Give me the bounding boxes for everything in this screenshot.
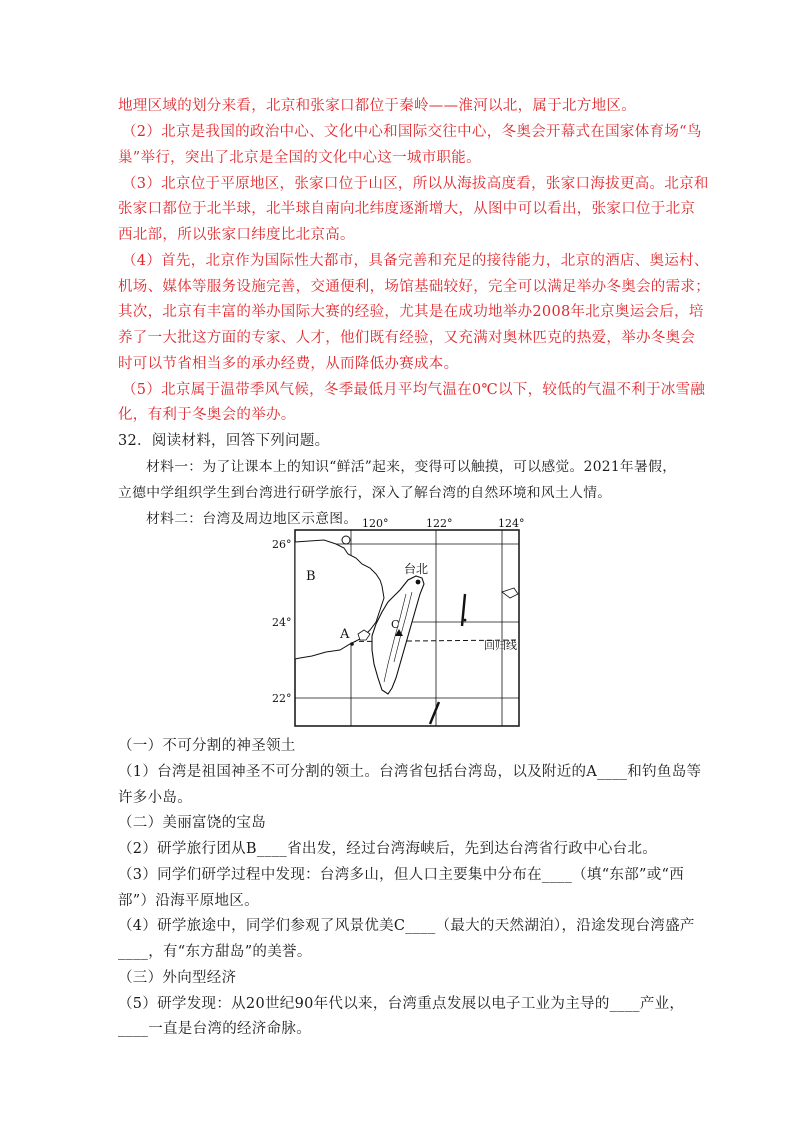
question-item: （4）研学旅途中，同学们参观了风景优美C____（最大的天然湖泊），沿途发现台湾盛产 — [118, 918, 695, 934]
material-two: 材料二：台湾及周边地区示意图。 — [146, 511, 358, 527]
question-item-cont: ____一直是台湾的经济命脉。 — [118, 1021, 311, 1037]
question-item-cont: ____，有“东方甜岛”的美誉。 — [118, 944, 312, 960]
label-taipei: 台北 — [404, 562, 429, 576]
answer-line: 养了一大批这方面的专家、人才，他们既有经验，又充满对奥林匹克的热爱，举办冬奥会 — [118, 330, 696, 346]
answer-line: （3）北京位于平原地区，张家口位于山区，所以从海拔高度看，张家口海拔更高。北京和 — [122, 176, 709, 192]
label-a: A — [340, 627, 350, 642]
material-one: 材料一：为了让课本上的知识“鲜活”起来，变得可以触摸，可以感觉。2021年暑假， — [146, 459, 677, 475]
answer-line: 地理区域的划分来看，北京和张家口都位于秦岭——淮河以北，属于北方地区。 — [118, 98, 636, 114]
question-item: （3）同学们研学过程中发现：台湾多山，但人口主要集中分布在____（填“东部”或“西 — [118, 867, 685, 883]
answer-line: （4）首先，北京作为国际性大都市，具备完善和充足的接待能力，北京的酒店、奥运村、 — [122, 253, 709, 269]
question-item-cont: 许多小岛。 — [118, 790, 192, 806]
answer-line: 张家口都位于北半球，北半球自南向北纬度逐渐增大，从图中可以看出，张家口位于北京 — [118, 201, 696, 217]
lat-label: 22° — [272, 692, 292, 705]
question-item: （2）研学旅行团从B____省出发，经过台湾海峡后，先到达台湾省行政中心台北。 — [118, 841, 658, 857]
answer-line: （5）北京属于温带季风气候，冬季最低月平均气温在0℃以下，较低的气温不利于冰雪融 — [122, 382, 706, 398]
section-heading: （一）不可分割的神圣领土 — [118, 738, 296, 754]
label-tropic: 回归线 — [484, 639, 517, 652]
question-item-cont: 部”）沿海平原地区。 — [118, 893, 259, 909]
answer-line: 化，有利于冬奥会的举办。 — [118, 407, 296, 423]
section-heading: （三）外向型经济 — [118, 970, 237, 986]
lon-label: 120° — [362, 518, 389, 530]
answer-line: （2）北京是我国的政治中心、文化中心和国际交往中心，冬奥会开幕式在国家体育场“鸟 — [122, 124, 702, 140]
label-b: B — [306, 569, 316, 584]
section-heading: （二）美丽富饶的宝岛 — [118, 815, 266, 831]
answer-line: 其次，北京有丰富的举办国际大赛的经验，尤其是在成功地举办2008年北京奥运会后，培 — [118, 304, 704, 320]
question-item: （5）研学发现：从20世纪90年代以来，台湾重点发展以电子工业为主导的____产业， — [118, 996, 685, 1012]
question-number: 32．阅读材料，回答下列问题。 — [118, 433, 330, 449]
lon-label: 124° — [498, 518, 525, 530]
answer-line: 巢”举行，突出了北京是全国的文化中心这一城市职能。 — [118, 150, 481, 166]
question-item: （1）台湾是祖国神圣不可分割的领土。台湾省包括台湾岛，以及附近的A____和钓鱼岛等 — [118, 764, 702, 780]
taiwan-map — [266, 518, 534, 732]
answer-line: 西北部，所以张家口纬度比北京高。 — [118, 227, 355, 243]
lat-label: 26° — [272, 538, 292, 551]
label-c: C — [391, 618, 400, 631]
lon-label: 122° — [426, 518, 453, 530]
lat-label: 24° — [272, 616, 292, 629]
answer-line: 时可以节省相当多的承办经费，从而降低办赛成本。 — [118, 356, 459, 372]
material-one-cont: 立德中学组织学生到台湾进行研学旅行，深入了解台湾的自然环境和风土人情。 — [118, 485, 612, 501]
answer-line: 机场、媒体等服务设施完善，交通便利，场馆基础较好，完全可以满足举办冬奥会的需求； — [118, 279, 710, 295]
